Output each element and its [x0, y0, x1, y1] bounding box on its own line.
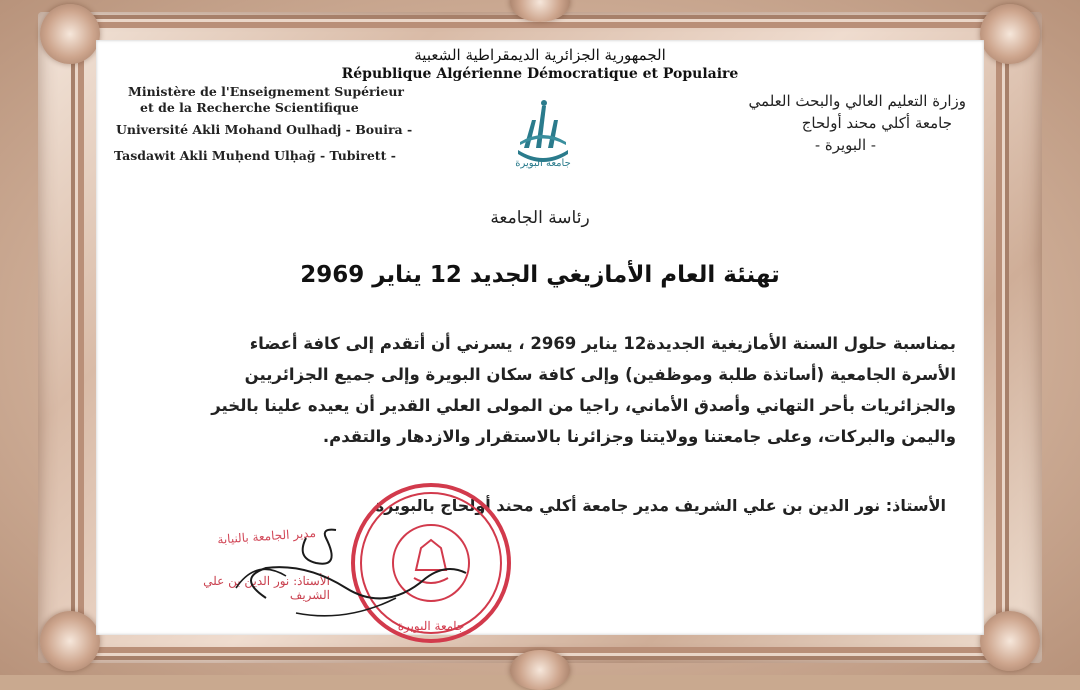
body-line: بمناسبة حلول السنة الأمازيغية الجديدة12 يناير 2969 ، يسرني أن أتقدم إلى كافة أعضاء — [249, 334, 956, 353]
arabic-ministry: وزارة التعليم العالي والبحث العلمي — [748, 92, 966, 110]
french-university-name: Université Akli Mohand Oulhadj - Bouira - — [116, 122, 413, 137]
arabic-university-name: جامعة أكلي محند أولحاج — [801, 114, 952, 132]
stamp-acting-director-line: مدير الجامعة بالنيابة — [216, 525, 317, 547]
frame-corner-ornament — [980, 611, 1040, 671]
seal-text: جامعة البويرة — [397, 619, 465, 633]
arabic-header-block — [636, 90, 966, 156]
berber-university-name: Tasdawit Akli Muḥend Ulḥağ - Tubirett - — [114, 148, 396, 163]
french-ministry-line-2: et de la Recherche Scientifique — [140, 100, 359, 115]
arabic-city: - البويرة - — [815, 136, 876, 154]
presidency-heading: رئاسة الجامعة — [490, 208, 590, 228]
certificate-paper — [96, 40, 984, 635]
frame-corner-ornament — [40, 611, 100, 671]
body-line: واليمن والبركات، وعلى جامعتنا وولايتنا وجزائرنا بالاستقرار والازدهار والتقدم. — [322, 427, 956, 446]
french-republic-title: République Algérienne Démocratique et Populaire — [341, 66, 739, 82]
logo-caption: جامعة البويرة — [515, 158, 571, 169]
body-line: الأسرة الجامعية (أساتذة طلبة وموظفين) وإلى كافة سكان البويرة وإلى جميع الجزائريين — [244, 365, 956, 384]
frame-corner-ornament — [980, 4, 1040, 64]
frame-corner-ornament — [40, 4, 100, 64]
signatory-line: الأستاذ: نور الدين بن علي الشريف مدير جامعة أكلي محند أولحاج بالبويرة — [374, 496, 946, 515]
french-ministry-line-1: Ministère de l'Enseignement Supérieur — [128, 84, 404, 99]
frame-bottom-ornament — [510, 650, 570, 690]
french-header-block — [114, 84, 444, 164]
stamp-signatory-name: الأستاذ: نور الدين بن علي الشريف — [203, 574, 330, 602]
university-logo — [510, 98, 576, 174]
handwritten-signature — [146, 518, 506, 638]
arabic-republic-title: الجمهورية الجزائرية الديمقراطية الشعبية — [414, 46, 666, 64]
body-line: والجزائريات بأحر التهاني وأصدق الأماني، راجيا من المولى العلي القدير أن يعيده علينا بالخير — [211, 396, 956, 415]
body-paragraph — [122, 328, 956, 452]
document-title: تهنئة العام الأمازيغي الجديد 12 يناير 2969 — [300, 262, 780, 288]
